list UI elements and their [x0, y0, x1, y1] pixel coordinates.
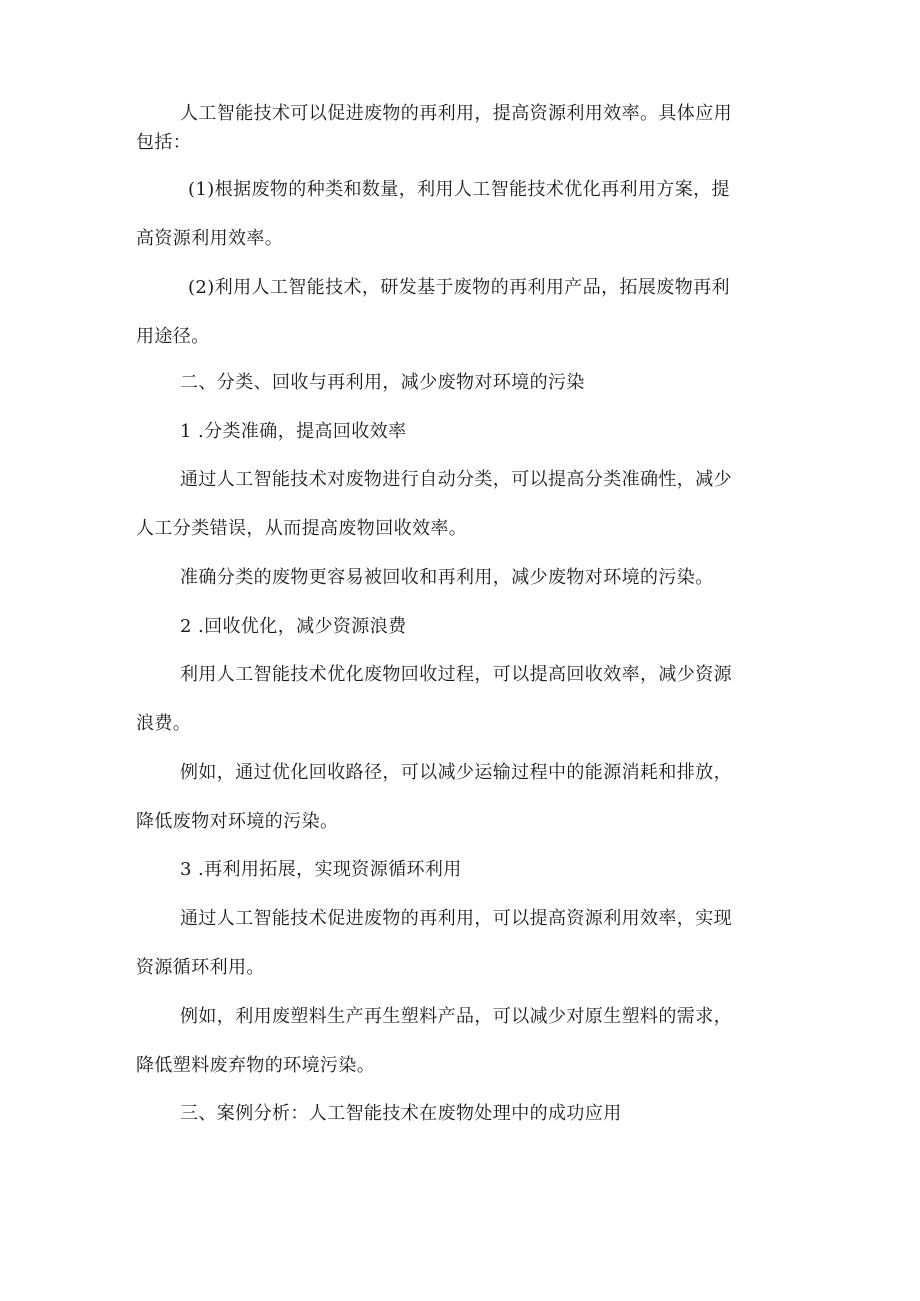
paragraph-line: 人工分类错误，从而提高废物回收效率。	[136, 518, 468, 539]
paragraph-line: 包括：	[136, 132, 192, 153]
paragraph-line: 利用人工智能技术优化废物回收过程，可以提高回收效率，减少资源	[180, 664, 732, 685]
list-item-line: (1)根据废物的种类和数量，利用人工智能技术优化再利用方案，提	[188, 179, 730, 200]
paragraph-line: 例如，通过优化回收路径，可以减少运输过程中的能源消耗和排放，	[180, 762, 732, 783]
list-item-line: 用途径。	[136, 326, 210, 347]
paragraph-line: 例如，利用废塑料生产再生塑料产品，可以减少对原生塑料的需求，	[180, 1006, 732, 1027]
list-item-line: 高资源利用效率。	[136, 228, 284, 249]
subheading: 3 .再利用拓展，实现资源循环利用	[180, 859, 462, 880]
paragraph-line: 通过人工智能技术促进废物的再利用，可以提高资源利用效率，实现	[180, 908, 732, 929]
paragraph-line: 浪费。	[136, 713, 192, 734]
paragraph-line: 降低废物对环境的污染。	[136, 811, 339, 832]
paragraph-line: 人工智能技术可以促进废物的再利用，提高资源利用效率。具体应用	[180, 103, 732, 124]
paragraph-line: 通过人工智能技术对废物进行自动分类，可以提高分类准确性，减少	[180, 469, 732, 490]
section-heading: 二、分类、回收与再利用，减少废物对环境的污染	[180, 372, 585, 393]
paragraph-line: 资源循环利用。	[136, 957, 265, 978]
section-heading: 三、案例分析：人工智能技术在废物处理中的成功应用	[180, 1103, 622, 1124]
paragraph-line: 准确分类的废物更容易被回收和再利用，减少废物对环境的污染。	[180, 567, 714, 588]
list-item-line: (2)利用人工智能技术，研发基于废物的再利用产品，拓展废物再利	[188, 277, 730, 298]
paragraph-line: 降低塑料废弃物的环境污染。	[136, 1055, 376, 1076]
subheading: 1 .分类准确，提高回收效率	[180, 421, 407, 442]
subheading: 2 .回收优化，减少资源浪费	[180, 616, 407, 637]
